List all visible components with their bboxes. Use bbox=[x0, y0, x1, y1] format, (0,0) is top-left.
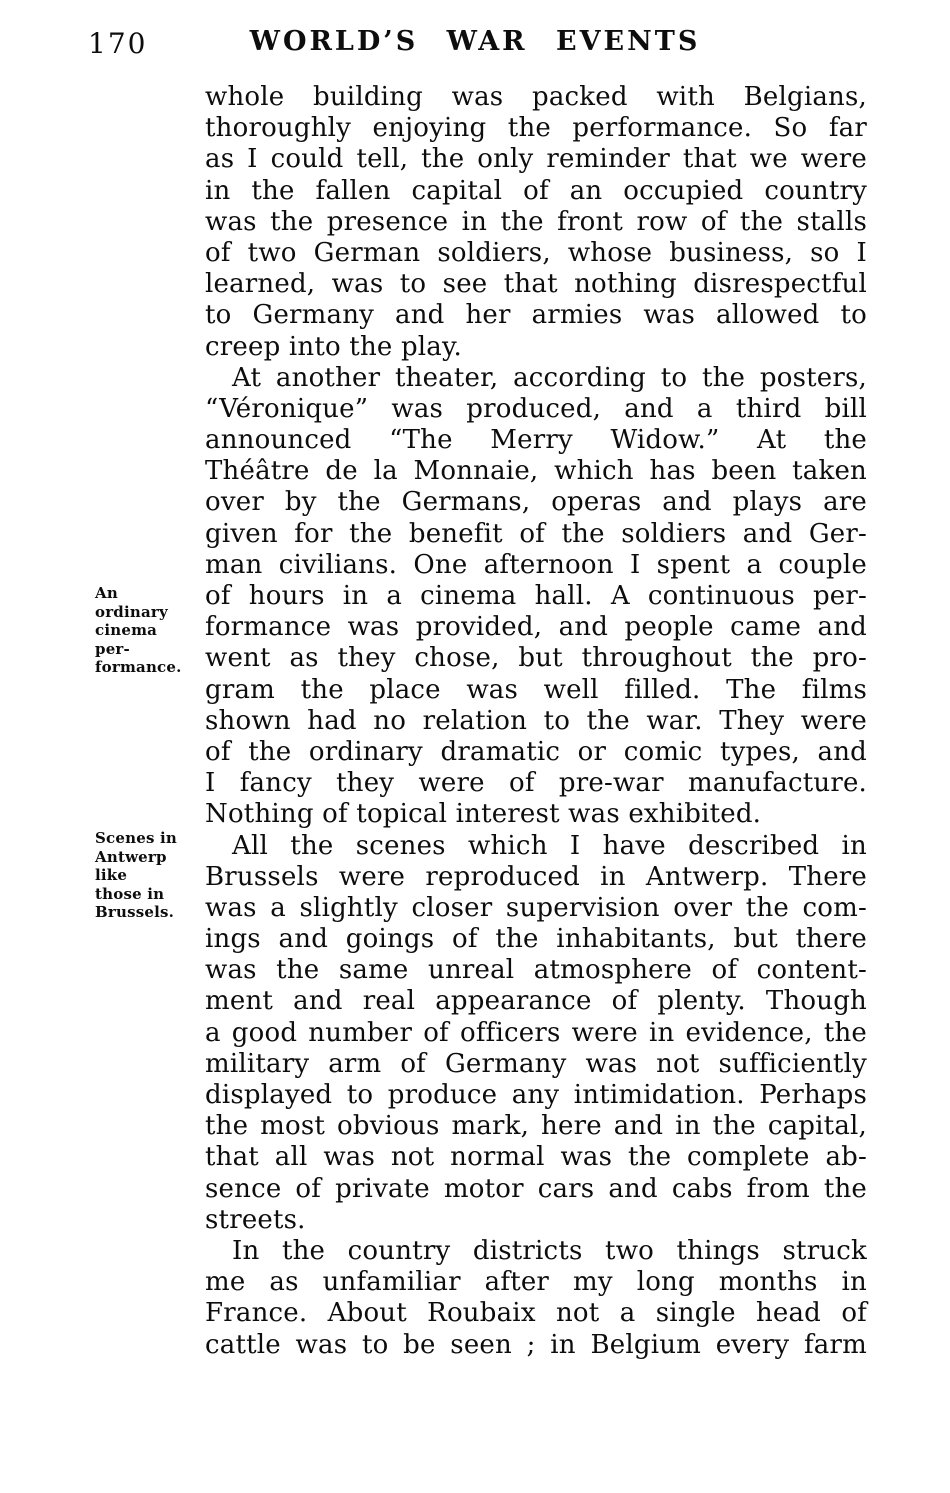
sidenote-line: ordinary bbox=[95, 602, 168, 621]
sidenote-cinema-performance bbox=[95, 584, 201, 677]
text-line: of hours in a cinema hall. A continuous per- bbox=[205, 581, 867, 611]
text-line: military arm of Germany was not sufficiently bbox=[205, 1048, 867, 1079]
text-line: gram the place was well filled. The films bbox=[205, 674, 867, 705]
text-line: was a slightly closer supervision over the com- bbox=[205, 892, 867, 923]
sidenote-line: Brussels. bbox=[95, 903, 175, 922]
text-line: At another theater, according to the posters, bbox=[232, 362, 867, 393]
sidenote-line: like bbox=[95, 866, 128, 885]
sidenote-scenes-antwerp bbox=[95, 829, 201, 922]
text-line: given for the benefit of the soldiers and Ger- bbox=[205, 518, 867, 549]
text-line: thoroughly enjoying the performance. So far bbox=[205, 113, 867, 144]
text-line: of the ordinary dramatic or comic types, and bbox=[205, 736, 867, 767]
paragraph bbox=[205, 82, 867, 363]
text-line: whole building was packed with Belgians, bbox=[205, 82, 867, 112]
text-line: over by the Germans, operas and plays are bbox=[205, 487, 867, 518]
text-line: that all was not normal was the complete ab- bbox=[205, 1142, 867, 1173]
paragraph bbox=[205, 1236, 867, 1361]
text-line: of two German soldiers, whose business, so I bbox=[205, 237, 867, 268]
text-line: Brussels were reproduced in Antwerp. There bbox=[205, 861, 867, 892]
text-line: I fancy they were of pre-war manufacture. bbox=[205, 768, 867, 799]
running-head bbox=[0, 26, 950, 66]
text-line: to Germany and her armies was allowed to bbox=[205, 300, 867, 331]
text-line: cattle was to be seen ; in Belgium every farm bbox=[205, 1329, 867, 1360]
text-line: France. About Roubaix not a single head of bbox=[205, 1298, 867, 1329]
text-line: creep into the play. bbox=[205, 331, 462, 362]
text-line: formance was provided, and people came and bbox=[205, 612, 867, 643]
text-line: displayed to produce any intimidation. Perhaps bbox=[205, 1080, 867, 1110]
text-line: Nothing of topical interest was exhibited. bbox=[205, 799, 762, 830]
sidenote-line: Antwerp bbox=[95, 847, 167, 866]
text-line: Théâtre de la Monnaie, which has been taken bbox=[205, 456, 867, 487]
sidenote-line: per- bbox=[95, 639, 130, 658]
text-line: All the scenes which I have described in bbox=[232, 830, 867, 861]
paragraph bbox=[205, 831, 867, 1236]
text-line: was the presence in the front row of the stalls bbox=[205, 206, 867, 237]
text-line: man civilians. One afternoon I spent a couple bbox=[205, 549, 867, 580]
text-line: shown had no relation to the war. They were bbox=[205, 705, 867, 736]
text-line: learned, was to see that nothing disrespectful bbox=[205, 269, 867, 300]
text-line: was the same unreal atmosphere of content- bbox=[205, 955, 867, 986]
text-line: me as unfamiliar after my long months in bbox=[205, 1267, 867, 1298]
page-number: 170 bbox=[88, 27, 148, 60]
sidenote-line: those in bbox=[95, 884, 165, 903]
text-line: sence of private motor cars and cabs from the bbox=[205, 1173, 867, 1204]
body-text bbox=[205, 82, 867, 1361]
sidenote-line: Scenes in bbox=[95, 829, 178, 847]
text-line: a good number of officers were in evidence, the bbox=[205, 1017, 867, 1048]
text-line: went as they chose, but throughout the pro- bbox=[205, 643, 867, 674]
sidenote-line: cinema bbox=[95, 621, 158, 640]
text-line: “Véronique” was produced, and a third bill bbox=[205, 393, 867, 424]
text-line: the most obvious mark, here and in the capital, bbox=[205, 1111, 867, 1142]
text-line: as I could tell, the only reminder that we were bbox=[205, 144, 867, 175]
paragraph bbox=[205, 363, 867, 831]
sidenote-line: An bbox=[95, 584, 118, 602]
text-line: announced “The Merry Widow.” At the bbox=[205, 425, 867, 456]
text-line: ings and goings of the inhabitants, but there bbox=[205, 924, 867, 955]
text-line: In the country districts two things struck bbox=[232, 1235, 867, 1266]
text-line: streets. bbox=[205, 1204, 306, 1235]
running-title: WORLD’S WAR EVENTS bbox=[249, 26, 701, 57]
sidenote-line: formance. bbox=[95, 658, 182, 677]
text-line: in the fallen capital of an occupied country bbox=[205, 175, 867, 206]
text-line: ment and real appearance of plenty. Though bbox=[205, 986, 867, 1017]
